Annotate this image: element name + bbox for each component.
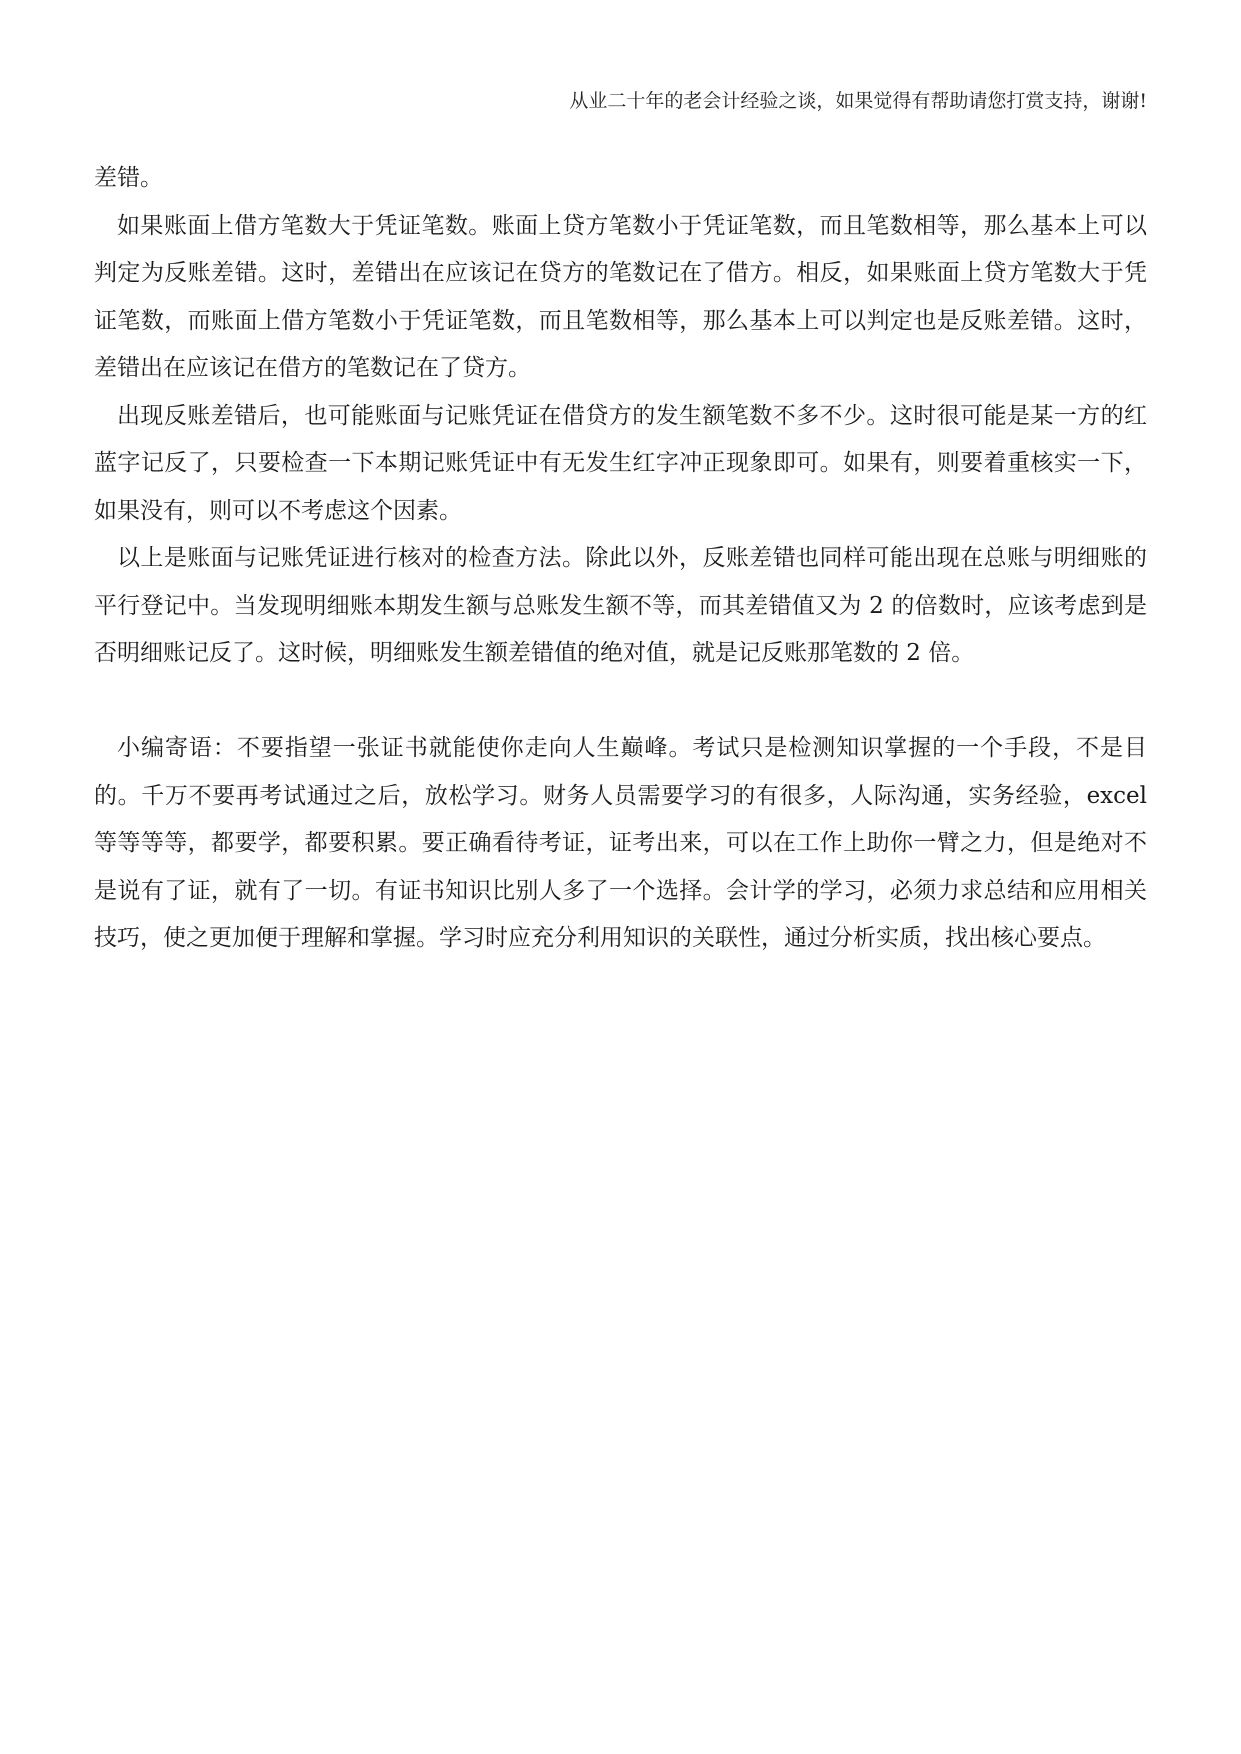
page-header-note: 从业二十年的老会计经验之谈，如果觉得有帮助请您打赏支持，谢谢! xyxy=(569,90,1147,112)
paragraph-spacer xyxy=(94,678,1147,726)
editor-note: 小编寄语：不要指望一张证书就能使你走向人生巅峰。考试只是检测知识掌握的一个手段，不是目的。千万不要再考试通过之后，放松学习。财务人员需要学习的有很多，人际沟通，实务经验，excel 等等等等，都要学，都要积累。要正确看待考证，证考出来，可以在工作上助你一臂之力，但是绝对不是说有了证，就有了一切。有证书知识比别人多了一个选择。会计学的学习，必须力求总结和应用相关技巧，使之更加便于理解和掌握。学习时应充分利用知识的关联性，通过分析实质，找出核心要点。 xyxy=(94,735,1147,951)
document-body xyxy=(94,155,1147,963)
paragraph-debit-credit-count: 如果账面上借方笔数大于凭证笔数。账面上贷方笔数小于凭证笔数，而且笔数相等，那么基本上可以判定为反账差错。这时，差错出在应该记在贷方的笔数记在了借方。相反，如果账面上贷方笔数大于凭证笔数，而账面上借方笔数小于凭证笔数，而且笔数相等，那么基本上可以判定也是反账差错。这时，差错出在应该记在借方的笔数记在了贷方。 xyxy=(94,212,1147,381)
paragraph-ledger-check: 以上是账面与记账凭证进行核对的检查方法。除此以外，反账差错也同样可能出现在总账与明细账的平行登记中。当发现明细账本期发生额与总账发生额不等，而其差错值又为 2 的倍数时，应该考虑到是否明细账记反了。这时候，明细账发生额差错值的绝对值，就是记反账那笔数的 2 倍。 xyxy=(94,545,1147,666)
paragraph-continuation: 差错。 xyxy=(94,165,163,191)
paragraph-red-blue-reversal: 出现反账差错后，也可能账面与记账凭证在借贷方的发生额笔数不多不少。这时很可能是某一方的红蓝字记反了，只要检查一下本期记账凭证中有无发生红字冲正现象即可。如果有，则要着重核实一下，如果没有，则可以不考虑这个因素。 xyxy=(94,402,1147,524)
